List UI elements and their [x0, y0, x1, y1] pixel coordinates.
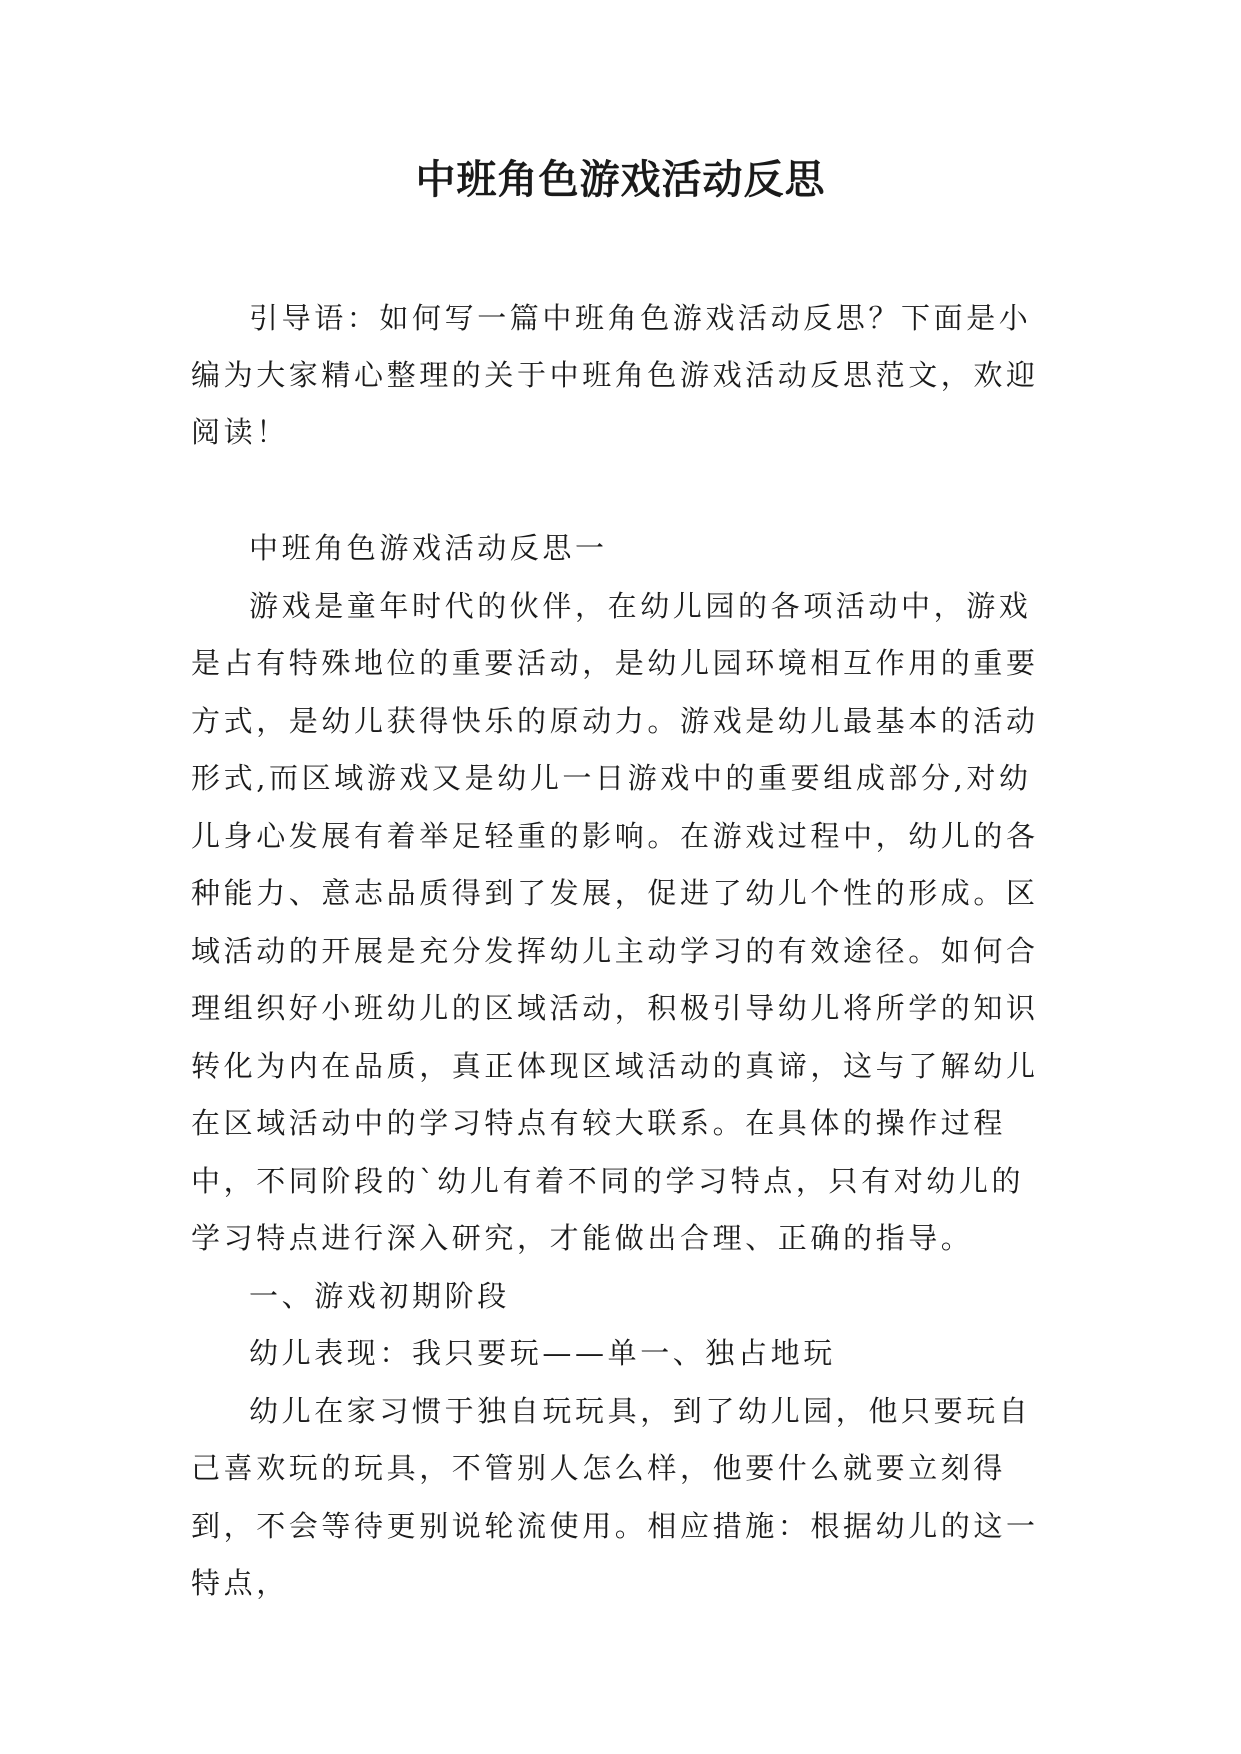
document-title: 中班角色游戏活动反思 [415, 157, 826, 203]
body-paragraph-1: 游戏是童年时代的伙伴，在幼儿园的各项活动中，游戏是占有特殊地位的重要活动，是幼儿园环境相互作用的重要方式，是幼儿获得快乐的原动力。游戏是幼儿最基本的活动形式,而区域游戏又是幼儿一日游戏中的重要组成部分,对幼儿身心发展有着举足轻重的影响。在游戏过程中，幼儿的各种能力、意志品质得到了发展，促进了幼儿个性的形成。区域活动的开展是充分发挥幼儿主动学习的有效途径。如何合理组织好小班幼儿的区域活动，积极引导幼儿将所学的知识转化为内在品质，真正体现区域活动的真谛，这与了解幼儿在区域活动中的学习特点有较大联系。在具体的操作过程中，不同阶段的`幼儿有着不同的学习特点，只有对幼儿的学习特点进行深入研究，才能做出合理、正确的指导。 [191, 588, 1039, 1255]
section-heading: 中班角色游戏活动反思一 [249, 531, 608, 565]
intro-block [191, 290, 1053, 461]
subheading-1: 一、游戏初期阶段 [249, 1278, 510, 1313]
main-content [191, 520, 1053, 1613]
performance-line: 幼儿表现：我只要玩——单一、独占地玩 [249, 1336, 836, 1370]
body-paragraph-2: 幼儿在家习惯于独自玩玩具，到了幼儿园，他只要玩自己喜欢玩的玩具，不管别人怎么样，他要什么就要立刻得到，不会等待更别说轮流使用。相应措施：根据幼儿的这一特点， [191, 1393, 1039, 1600]
intro-paragraph: 引导语：如何写一篇中班角色游戏活动反思？下面是小编为大家精心整理的关于中班角色游戏活动反思范文，欢迎阅读！ [191, 301, 1039, 449]
